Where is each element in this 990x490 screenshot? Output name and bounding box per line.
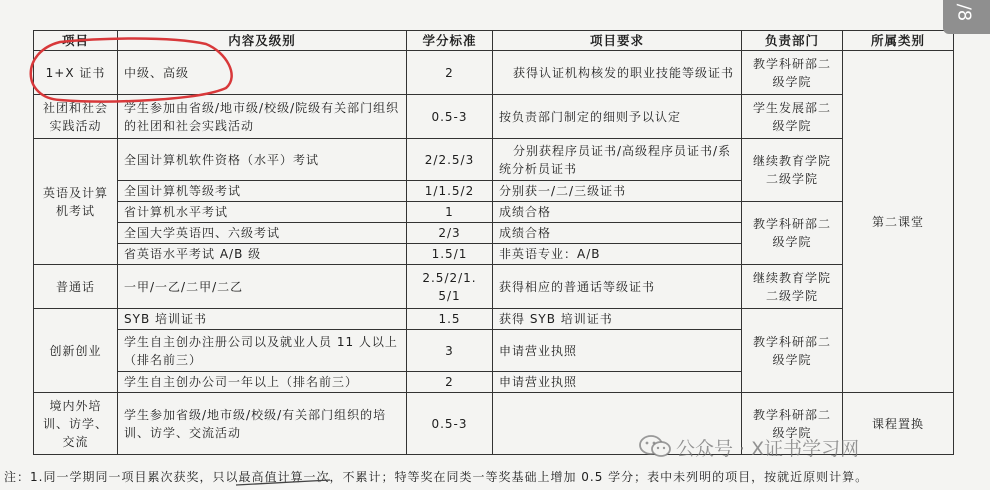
category-cell: 第二课堂 [843, 51, 954, 393]
header-cell: 所属类别 [843, 31, 954, 51]
watermark-text: 公众号 · X证书学习网 [676, 438, 860, 460]
table-row [34, 265, 954, 309]
header-cell: 内容及级别 [118, 31, 407, 51]
table-row [34, 139, 954, 181]
credit-text: 2.5/2/1.5/1 [422, 270, 477, 303]
credit-cell [407, 265, 493, 309]
content-cell: 省英语水平考试 A/B 级 [118, 244, 407, 265]
content-cell: 中级、高级 [118, 51, 407, 95]
content-cell: 学生参加由省级/地市级/校级/院级有关部门组织的社团和社会实践活动 [118, 95, 407, 139]
requirement-cell: 获得 SYB 培训证书 [493, 309, 742, 330]
credit-cell: 1 [407, 202, 493, 223]
category-cell: 课程置换 [843, 393, 954, 455]
content-cell: 学生自主创办注册公司以及就业人员 11 人以上（排名前三） [118, 330, 407, 372]
project-cell: 普通话 [34, 265, 118, 309]
dept-cell: 继续教育学院二级学院 [742, 139, 843, 202]
requirement-cell: 成绩合格 [493, 202, 742, 223]
dept-cell: 学生发展部二级学院 [742, 95, 843, 139]
credit-cell: 2 [407, 51, 493, 95]
project-cell: 1+X 证书 [34, 51, 118, 95]
content-cell: 省计算机水平考试 [118, 202, 407, 223]
credit-cell: 0.5-3 [407, 393, 493, 455]
requirement-text: 获得认证机构核发的职业技能等级证书 [513, 65, 735, 80]
credit-cell: 1.5 [407, 309, 493, 330]
content-cell: 一甲/一乙/二甲/二乙 [118, 265, 407, 309]
content-cell: SYB 培训证书 [118, 309, 407, 330]
content-cell: 学生参加省级/地市级/校级/有关部门组织的培训、访学、交流活动 [118, 393, 407, 455]
dept-cell: 教学科研部二级学院 [742, 51, 843, 95]
header-cell: 学分标准 [407, 31, 493, 51]
header-cell: 项目 [34, 31, 118, 51]
credit-cell: 2 [407, 372, 493, 393]
table-row [34, 95, 954, 139]
requirement-cell [493, 51, 742, 95]
footnote: 注：1.同一学期同一项目累次获奖，只以最高值计算一次，不累计；特等奖在同类一等奖基础上增加 0.5 学分；表中未列明的项目，按就近原则计算。 [4, 470, 869, 484]
requirement-cell: 按负责部门制定的细则予以认定 [493, 95, 742, 139]
header-cell: 负责部门 [742, 31, 843, 51]
project-cell: 境内外培训、访学、交流 [34, 393, 118, 455]
requirement-cell: 申请营业执照 [493, 330, 742, 372]
requirement-cell: 申请营业执照 [493, 372, 742, 393]
dept-cell: 教学科研部二级学院 [742, 202, 843, 265]
credit-cell: 3 [407, 330, 493, 372]
requirement-text: 分别获程序员证书/高级程序员证书/系统分析员证书 [499, 143, 732, 176]
content-cell: 全国大学英语四、六级考试 [118, 223, 407, 244]
requirement-cell: 分别获一/二/三级证书 [493, 181, 742, 202]
project-cell: 英语及计算机考试 [34, 139, 118, 265]
header-cell: 项目要求 [493, 31, 742, 51]
credit-cell: 0.5-3 [407, 95, 493, 139]
credit-cell: 1/1.5/2 [407, 181, 493, 202]
table-row [34, 309, 954, 330]
credit-table [33, 30, 954, 455]
requirement-cell: 成绩合格 [493, 223, 742, 244]
dept-cell: 教学科研部二级学院 [742, 309, 843, 393]
credit-cell: 1.5/1 [407, 244, 493, 265]
project-cell: 社团和社会实践活动 [34, 95, 118, 139]
credit-cell: 2/3 [407, 223, 493, 244]
table-header-row [34, 31, 954, 51]
credit-cell: 2/2.5/3 [407, 139, 493, 181]
page-badge-label: /8 [953, 3, 975, 22]
dept-cell: 教学科研部二级学院 [742, 393, 843, 455]
table-row [34, 51, 954, 95]
page-badge [943, 0, 990, 34]
dept-cell: 继续教育学院二级学院 [742, 265, 843, 309]
requirement-cell: 非英语专业：A/B [493, 244, 742, 265]
requirement-cell: 获得相应的普通话等级证书 [493, 265, 742, 309]
content-cell: 全国计算机等级考试 [118, 181, 407, 202]
wechat-icon [638, 434, 672, 458]
table-row [34, 202, 954, 223]
content-cell: 学生自主创办公司一年以上（排名前三） [118, 372, 407, 393]
content-cell: 全国计算机软件资格（水平）考试 [118, 139, 407, 181]
requirement-cell [493, 139, 742, 181]
project-cell: 创新创业 [34, 309, 118, 393]
